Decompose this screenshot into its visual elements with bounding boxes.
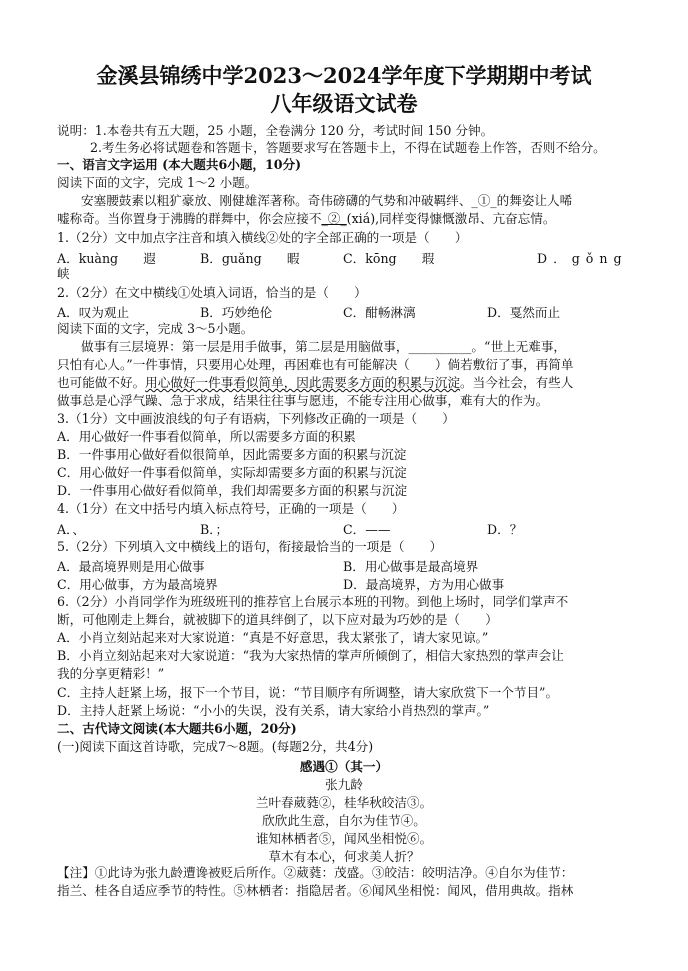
poem-notes-line-2: 指兰、桂各自适应季节的特性。⑤林栖者：指隐居者。⑥闻风坐相悦：闻风，借用典故。指林 — [57, 883, 574, 898]
question-2-option-a: A．叹为观止 — [57, 305, 130, 320]
question-1-option-b: B．guǎng 暇 — [200, 251, 300, 266]
question-3-stem: 3.（1分）文中画波浪线的句子有语病，下列修改正确的一项是（ ） — [57, 411, 455, 426]
section-1-heading: 一、语言文字运用 (本大题共6小题，10分) — [57, 157, 302, 172]
question-4-option-c: C．—— — [343, 522, 391, 537]
question-2-option-d: D．戛然而止 — [487, 305, 561, 320]
question-5-option-b: B．用心做事是最高境界 — [343, 559, 479, 574]
passage-2-line-1: 做事有三层境界：第一层是用手做事，第二层是用脑做事，__________。“世上无难事， — [81, 339, 567, 354]
instructions-line-1: 说明：1.本卷共有五大题，25 小题，全卷满分 120 分，考试时间 150 分钟。 — [57, 123, 494, 138]
exam-subtitle: 八年级语文试卷 — [270, 91, 418, 116]
question-2-option-b: B．巧妙绝伦 — [200, 305, 273, 320]
question-1-option-d-cont: 峡 — [57, 266, 70, 281]
poem-title: 感遇①（其一） — [299, 759, 389, 774]
question-1-option-a: A．kuàng 遐 — [57, 251, 156, 266]
question-5-option-a: A．最高境界则是用心做事 — [57, 559, 205, 574]
question-6-option-a: A．小肖立刻站起来对大家说道：“真是不好意思，我太紧张了，请大家见谅。” — [57, 630, 489, 645]
question-4-stem: 4.（1分）在文中括号内填入标点符号，正确的一项是（ ） — [57, 501, 405, 516]
question-3-option-c: C．用心做好一件事看似简单，实际却需要多方面的积累与沉淀 — [57, 465, 407, 480]
section-2-sub-heading: (一)阅读下面这首诗歌，完成7～8题。(每题2分，共4分) — [57, 739, 374, 754]
reading-intro-2: 阅读下面的文字，完成 3～5小题。 — [57, 321, 254, 336]
poem-line-1: 兰叶春葳蕤②，桂华秋皎洁③。 — [255, 795, 433, 810]
question-4-option-a: A．、 — [57, 522, 85, 537]
poem-line-3: 谁知林栖者⑤，闻风坐相悦⑥。 — [255, 831, 433, 846]
passage-2-line-2: 只怕有心人。”一件事情，只要用心处理，再困难也有可能解决（ ）倘若敷衍了事，再简单 — [57, 357, 574, 372]
poem-notes-line-1: 【注】①此诗为张九龄遭谗被贬后所作。②葳蕤：茂盛。③皎洁：皎明洁净。④自尔为佳节： — [57, 865, 574, 880]
poem-author: 张九龄 — [325, 777, 363, 792]
question-3-option-d: D．一件事用心做好看似简单，我们却需要多方面的积累与沉淀 — [57, 483, 408, 498]
section-2-heading: 二、古代诗文阅读(本大题共6小题，20分) — [57, 721, 297, 736]
question-4-option-d: D．？ — [487, 522, 523, 537]
question-6-stem-line-1: 6.（2分）小肖同学作为班级班刊的推荐官上台展示本班的刊物。到他上场时，同学们掌声不 — [57, 594, 569, 609]
poem-line-4: 草木有本心，何求美人折？ — [268, 849, 420, 864]
exam-title: 金溪县锦绣中学2023～2024学年度下学期期中考试 — [96, 63, 592, 88]
poem-line-2: 欣欣此生意，自尔为佳节④。 — [262, 813, 426, 828]
question-6-stem-line-2: 断，可他刚走上舞台，就被脚下的道具绊倒了，以下应对最为巧妙的是（ ） — [57, 612, 498, 627]
wavy-underlined-sentence: 用心做好一件事看似简单，因此需要多方面的积累与沉淀 — [145, 375, 460, 390]
question-1-stem: 1.（2分）文中加点字注音和填入横线②处的字全部正确的一项是（ ） — [57, 230, 468, 245]
question-3-option-b: B．一件事用心做好看似很简单，因此需要多方面的积累与沉淀 — [57, 447, 407, 462]
question-2-option-c: C．酣畅淋漓 — [343, 305, 416, 320]
passage-1-line-1: 安塞腰鼓素以粗犷豪放、刚健雄浑著称。奇伟磅礴的气势和冲破羁绊、_①_的舞姿让人唏 — [81, 193, 573, 208]
question-6-option-b-line-2: 我的分享更精彩！” — [57, 666, 165, 681]
question-5-option-d: D．最高境界，方为用心做事 — [343, 577, 505, 592]
question-2-stem: 2.（2分）在文中横线①处填入词语，恰当的是（ ） — [57, 285, 367, 300]
question-1-option-c: C．kōng 瑕 — [343, 251, 435, 266]
question-6-option-c: C．主持人赶紧上场，报下一个节目，说：“节目顺序有所调整，请大家欣赏下一个节目”。 — [57, 685, 559, 700]
passage-2-line-4: 做事总是心浮气躁、急于求成，结果往往事与愿违，不能专注用心做事，难有大的作为。 — [57, 393, 549, 408]
question-1-option-d: D．gǒng — [537, 251, 628, 266]
question-5-stem: 5.（2分）下列填入文中横线上的语句，衔接最恰当的一项是（ ） — [57, 539, 443, 554]
question-3-option-a: A．用心做好一件事看似简单，所以需要多方面的积累 — [57, 429, 356, 444]
question-6-option-b-line-1: B．小肖立刻站起来对大家说道：“我为大家热情的掌声所倾倒了，相信大家热烈的掌声会让 — [57, 648, 564, 663]
passage-1-line-2: 嘘称奇。当你置身于沸腾的群舞中，你会应接不_②_(xiá),同样变得慷慨激昂、亢奋忘情。 — [57, 211, 556, 226]
question-4-option-b: B．； — [200, 522, 229, 537]
passage-2-line-3: 也可能做不好。用心做好一件事看似简单，因此需要多方面的积累与沉淀。当今社会，有些人 — [57, 375, 574, 390]
question-5-option-c: C．用心做事，方为最高境界 — [57, 577, 218, 592]
instructions-line-2: 2.考生务必将试题卷和答题卡，答题要求写在答题卡上，不得在试题卷上作答，否则不给分。 — [90, 140, 606, 155]
reading-intro-1: 阅读下面的文字，完成 1～2 小题。 — [57, 175, 258, 190]
question-6-option-d: D．主持人赶紧上场说：“小小的失误，没有关系，请大家给小肖热烈的掌声。” — [57, 703, 490, 718]
